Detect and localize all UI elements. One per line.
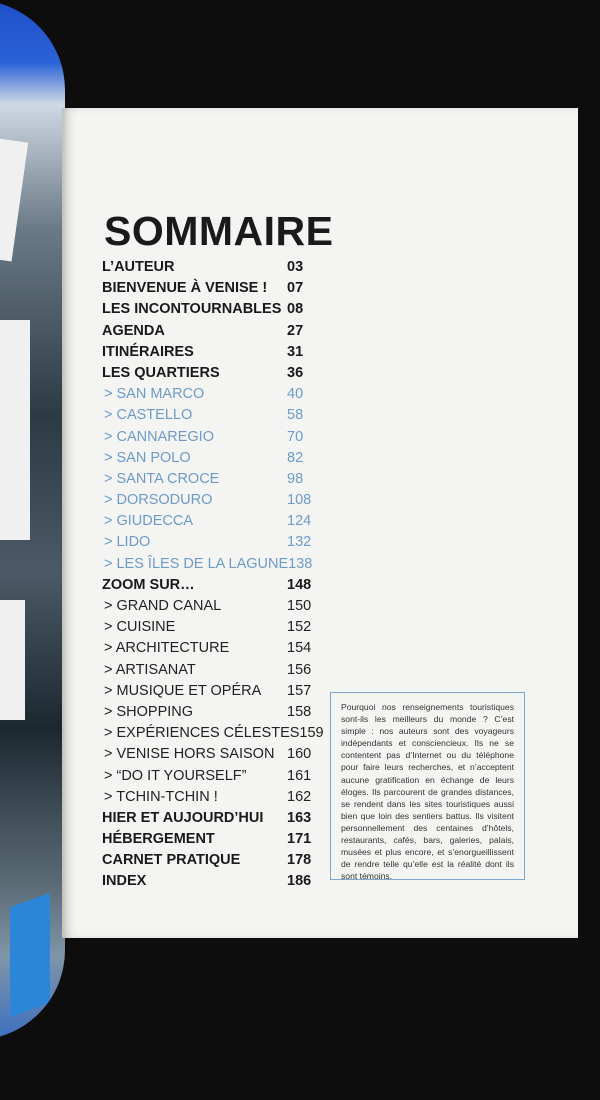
toc-entry-label: LES QUARTIERS bbox=[102, 364, 220, 381]
info-box: Pourquoi nos renseignements touristiques sont-ils les meilleurs du monde ? C’est simple : nos auteurs sont des voyageurs indépendants et consciencieux. Ils ne se contentent pas d’Internet ou du téléphone pour faire leurs recherches, et n’acceptent aucune gratification en échange de leurs éloges. Ils parcourent de grandes distances, se rendent dans les sites touristiques aussi bien que loin des sentiers battus. Ils visitent personnellement des centaines d’hôtels, restaurants, cafés, bars, galeries, palais, musées et plus encore, et s’enorgueillissent de rendre telle qu’elle est la réalité dont ils sont témoins. bbox=[330, 692, 525, 880]
toc-entry-page: 40 bbox=[287, 386, 304, 403]
toc-entry-page: 178 bbox=[287, 852, 312, 869]
toc-entry-page: 36 bbox=[287, 364, 304, 381]
toc-entry-label: > EXPÉRIENCES CÉLESTES bbox=[104, 725, 300, 742]
toc-entry[interactable] bbox=[102, 808, 317, 829]
toc-entry-page: 108 bbox=[287, 492, 312, 509]
toc-entry[interactable] bbox=[102, 766, 317, 787]
toc-entry[interactable] bbox=[102, 787, 317, 808]
page-title: SOMMAIRE bbox=[104, 208, 334, 254]
toc-entry-page: 03 bbox=[287, 259, 304, 275]
toc-entry-label: > VENISE HORS SAISON bbox=[104, 746, 275, 763]
toc-entry-label: AGENDA bbox=[102, 322, 165, 339]
toc-entry[interactable] bbox=[102, 427, 317, 448]
toc-entry-label: > SHOPPING bbox=[104, 703, 194, 720]
toc-entry-page: 58 bbox=[287, 407, 304, 424]
toc-entry-page: 82 bbox=[287, 449, 304, 466]
toc-entry-page: 161 bbox=[287, 767, 312, 784]
toc-entry[interactable] bbox=[102, 448, 317, 469]
toc-entry[interactable] bbox=[102, 638, 317, 659]
toc-entry-page: 152 bbox=[287, 619, 312, 636]
toc-entry-label: ZOOM SUR… bbox=[102, 576, 195, 593]
toc-entry-label: > ARCHITECTURE bbox=[104, 640, 230, 657]
toc-entry[interactable] bbox=[102, 575, 317, 596]
toc-entry[interactable] bbox=[102, 321, 317, 342]
toc-entry[interactable] bbox=[102, 829, 317, 850]
toc-entry-label: HÉBERGEMENT bbox=[102, 831, 215, 848]
toc-entry-page: 08 bbox=[287, 301, 304, 318]
toc-entry-label: LES INCONTOURNABLES bbox=[102, 301, 282, 318]
toc-entry-label: > MUSIQUE ET OPÉRA bbox=[104, 682, 262, 699]
toc-entry-label: L’AUTEUR bbox=[102, 259, 175, 275]
toc-entry[interactable] bbox=[102, 278, 317, 299]
toc-entry-label: BIENVENUE À VENISE ! bbox=[102, 280, 268, 297]
toc-entry[interactable] bbox=[102, 681, 317, 702]
cover-graphic bbox=[10, 893, 50, 1018]
toc-entry-label: > CANNAREGIO bbox=[104, 428, 214, 445]
book-page bbox=[62, 108, 578, 938]
toc-entry[interactable] bbox=[102, 405, 317, 426]
toc-entry[interactable] bbox=[102, 384, 317, 405]
toc-entry-page: 07 bbox=[287, 280, 304, 297]
toc-entry-label: > SANTA CROCE bbox=[104, 470, 220, 487]
toc-entry-page: 157 bbox=[287, 682, 312, 699]
toc-entry-label: > ARTISANAT bbox=[104, 661, 196, 678]
toc-entry[interactable] bbox=[102, 596, 317, 617]
toc-entry[interactable] bbox=[102, 871, 317, 892]
toc-entry-page: 160 bbox=[287, 746, 312, 763]
toc-entry-label: > CASTELLO bbox=[104, 407, 193, 424]
toc-entry-label: INDEX bbox=[102, 873, 147, 890]
toc-entry[interactable] bbox=[102, 342, 317, 363]
toc-entry-page: 162 bbox=[287, 788, 312, 805]
toc-entry[interactable] bbox=[102, 511, 317, 532]
toc-entry-page: 70 bbox=[287, 428, 304, 445]
toc-entry[interactable] bbox=[102, 257, 317, 278]
toc-entry-page: 154 bbox=[287, 640, 312, 657]
toc-entry-page: 171 bbox=[287, 831, 312, 848]
toc-entry-page: 156 bbox=[287, 661, 312, 678]
toc-entry-label: > GRAND CANAL bbox=[104, 598, 222, 614]
toc-entry-label: > TCHIN-TCHIN ! bbox=[104, 788, 218, 805]
toc-entry[interactable] bbox=[102, 554, 317, 575]
table-of-contents bbox=[102, 257, 324, 893]
cover-graphic bbox=[0, 320, 30, 540]
toc-entry[interactable] bbox=[102, 532, 317, 553]
toc-entry-page: 31 bbox=[287, 343, 304, 360]
toc-entry[interactable] bbox=[102, 469, 317, 490]
toc-entry-label: > LIDO bbox=[104, 534, 151, 551]
toc-entry-label: > CUISINE bbox=[104, 619, 176, 636]
toc-entry[interactable] bbox=[102, 660, 317, 681]
toc-entry[interactable] bbox=[102, 490, 317, 511]
toc-entry[interactable] bbox=[102, 363, 317, 384]
toc-entry[interactable] bbox=[102, 723, 324, 744]
toc-entry-page: 186 bbox=[287, 873, 312, 890]
toc-entry-page: 98 bbox=[287, 470, 304, 487]
toc-entry-label: ITINÉRAIRES bbox=[102, 343, 194, 360]
toc-entry-label: > GIUDECCA bbox=[104, 513, 194, 530]
toc-entry-page: 163 bbox=[287, 809, 312, 826]
toc-entry[interactable] bbox=[102, 299, 317, 320]
toc-entry-label: HIER ET AUJOURD’HUI bbox=[102, 809, 264, 826]
toc-entry-page: 132 bbox=[287, 534, 312, 551]
toc-entry-label: > SAN MARCO bbox=[104, 386, 205, 403]
toc-entry[interactable] bbox=[102, 850, 317, 871]
toc-entry-label: > SAN POLO bbox=[104, 449, 191, 466]
toc-entry-page: 148 bbox=[287, 576, 312, 593]
magazine-cover-edge bbox=[0, 0, 65, 1040]
toc-entry-label: CARNET PRATIQUE bbox=[102, 852, 241, 869]
toc-entry-label: > LES ÎLES DE LA LAGUNE bbox=[104, 555, 289, 572]
toc-entry-page: 158 bbox=[287, 703, 312, 720]
toc-entry-page: 159 bbox=[299, 725, 324, 742]
toc-entry-page: 138 bbox=[288, 555, 313, 572]
toc-entry-page: 150 bbox=[287, 598, 312, 614]
toc-entry-label: > DORSODURO bbox=[104, 492, 213, 509]
toc-entry[interactable] bbox=[102, 702, 317, 723]
cover-graphic bbox=[0, 600, 25, 720]
toc-entry-label: > “DO IT YOURSELF” bbox=[104, 767, 247, 784]
toc-entry[interactable] bbox=[102, 617, 317, 638]
toc-entry[interactable] bbox=[102, 744, 317, 765]
toc-entry-page: 124 bbox=[287, 513, 312, 530]
cover-graphic bbox=[0, 138, 28, 261]
toc-entry-page: 27 bbox=[287, 322, 304, 339]
